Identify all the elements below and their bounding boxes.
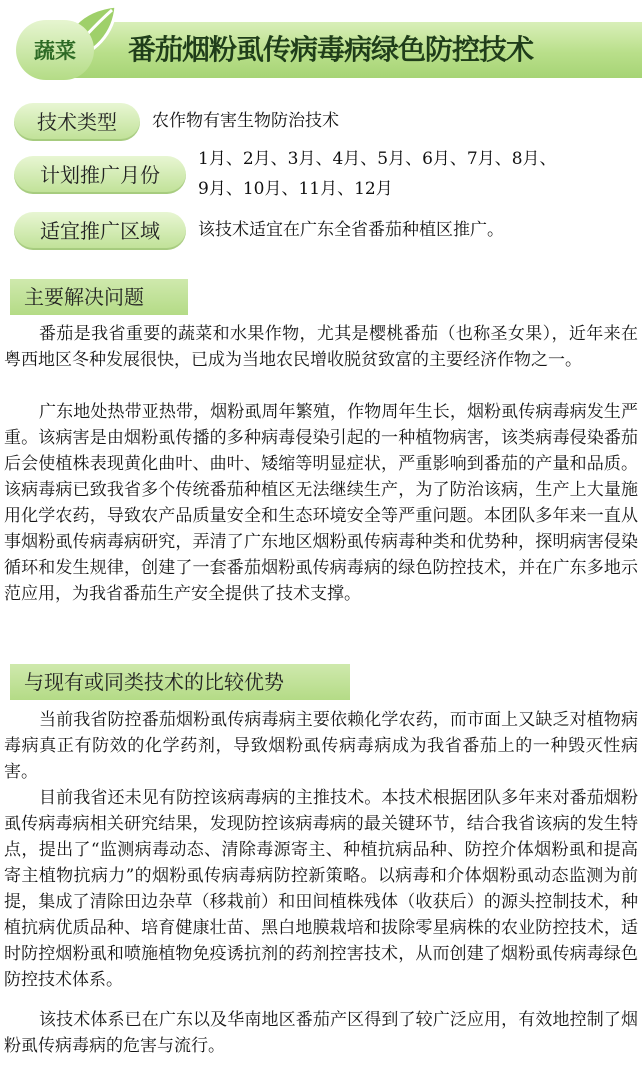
- months-value: [198, 144, 557, 204]
- section-title-problems: 主要解决问题: [10, 279, 188, 315]
- tech-type-value: 农作物有害生物防治技术: [152, 111, 339, 131]
- problems-paragraph-1: 番茄是我省重要的蔬菜和水果作物，尤其是樱桃番茄（也称圣女果），近年来在粤西地区冬种发展很快，已成为当地农民增收脱贫致富的主要经济作物之一。: [4, 324, 638, 370]
- months-line-2: 9月、10月、11月、12月: [198, 179, 393, 199]
- advantage-paragraph-1: 当前我省防控番茄烟粉虱传病毒病主要依赖化学农药，而市面上又缺乏对植物病毒病真正有防效的化学药剂，导致烟粉虱传病毒病成为我省番茄上的一种毁灭性病害。: [4, 710, 638, 782]
- problems-paragraph-2: 广东地处热带亚热带，烟粉虱周年繁殖，作物周年生长，烟粉虱传病毒病发生严重。该病害是由烟粉虱传播的多种病毒侵染引起的一种植物病害，该类病毒侵染番茄后会使植株表现黄化曲叶、曲叶、矮缩等明显症状，严重影响到番茄的产量和品质。该病毒病已致我省多个传统番茄种植区无法继续生产，为了防治该病，生产上大量施用化学农药，导致农产品质量安全和生态环境安全等严重问题。本团队多年来一直从事烟粉虱传病毒病研究，弄清了广东地区烟粉虱传病毒种类和优势种，探明病害侵染循环和发生规律，创建了一套番茄烟粉虱传病毒病的绿色防控技术，并在广东多地示范应用，为我省番茄生产安全提供了技术支撑。: [4, 402, 638, 604]
- section-title-advantage: 与现有或同类技术的比较优势: [10, 664, 350, 700]
- advantage-paragraph-2: 目前我省还未见有防控该病毒病的主推技术。本技术根据团队多年来对番茄烟粉虱传病毒病相关研究结果，发现防控该病毒病的最关键环节，结合我省该病的发生特点，提出了“监测病毒动态、清除毒源寄主、种植抗病品种、防控介体烟粉虱和提高寄主植物抗病力”的烟粉虱传病毒病防控新策略。以病毒和介体烟粉虱动态监测为前提，集成了清除田边杂草（移栽前）和田间植株残体（收获后）的源头控制技术，种植抗病优质品种、培育健康壮苗、黑白地膜栽培和拔除零星病株的农业防控技术，适时防控烟粉虱和喷施植物免疫诱抗剂的药剂控害技术，从而创建了烟粉虱传病毒绿色防控技术体系。: [4, 788, 638, 990]
- region-value: 该技术适宜在广东全省番茄种植区推广。: [198, 220, 504, 240]
- page-title: 番茄烟粉虱传病毒病绿色防控技术: [128, 33, 534, 66]
- region-label: 适宜推广区域: [14, 212, 186, 250]
- category-badge: 蔬菜: [16, 20, 94, 80]
- months-line-1: 1月、2月、3月、4月、5月、6月、7月、8月、: [198, 149, 557, 169]
- advantage-paragraph-3: 该技术体系已在广东以及华南地区番茄产区得到了较广泛应用，有效地控制了烟粉虱传病毒病的危害与流行。: [4, 1010, 638, 1056]
- tech-type-label: 技术类型: [14, 103, 140, 141]
- header-banner: [0, 0, 642, 96]
- months-label: 计划推广月份: [14, 156, 186, 194]
